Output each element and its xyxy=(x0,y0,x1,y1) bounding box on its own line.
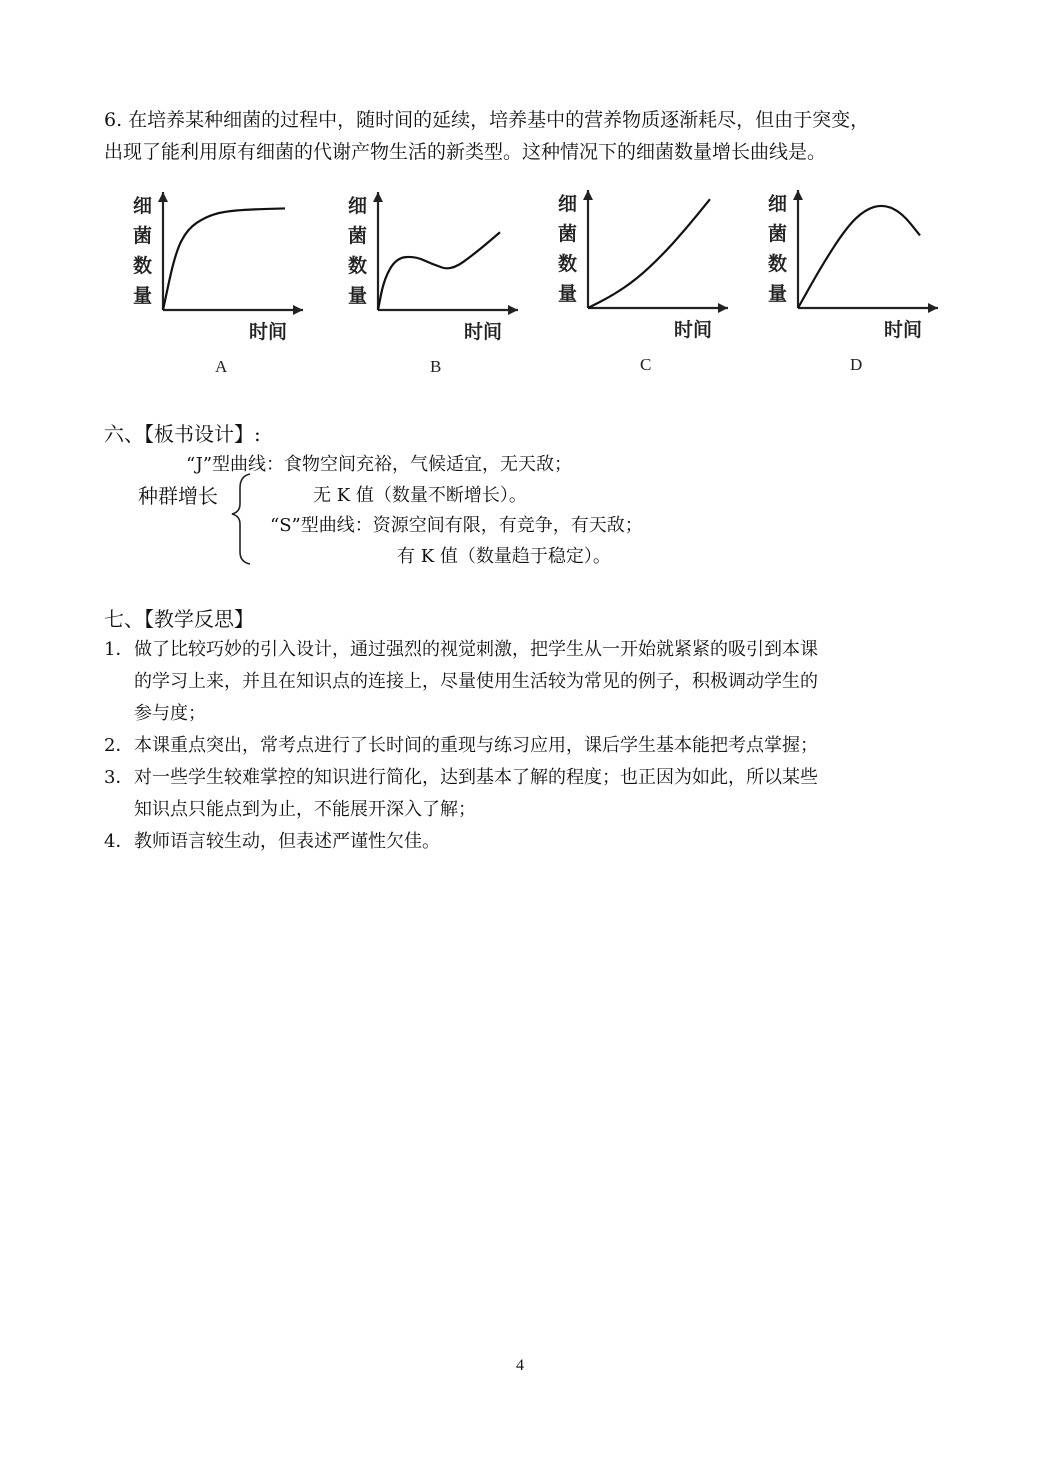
x-axis-label: 时间 xyxy=(674,319,713,341)
y-axis-label-char: 量 xyxy=(768,283,788,305)
y-axis-arrow-icon xyxy=(583,190,593,200)
series-curve xyxy=(378,232,500,310)
option-label: C xyxy=(640,355,652,374)
x-axis-label: 时间 xyxy=(464,321,503,343)
reflection-1-line-3: 参与度； xyxy=(134,703,206,724)
s-curve-line-2: 有 K 值（数量趋于稳定）。 xyxy=(397,546,611,567)
x-axis-label: 时间 xyxy=(249,321,288,343)
y-axis-arrow-icon xyxy=(158,192,168,202)
x-axis-arrow-icon xyxy=(508,305,518,315)
y-axis-label-char: 数 xyxy=(768,253,788,275)
option-label: D xyxy=(850,355,863,374)
option-label: B xyxy=(430,357,442,376)
reflection-1-line-1: 做了比较巧妙的引入设计，通过强烈的视觉刺激，把学生从一开始就紧紧的吸引到本课 xyxy=(134,639,818,660)
y-axis-label-char: 细 xyxy=(133,195,153,217)
reflection-3-line-2: 知识点只能点到为止，不能展开深入了解； xyxy=(134,799,476,820)
chart-option-b xyxy=(330,180,530,380)
reflection-1-line-2: 的学习上来，并且在知识点的连接上，尽量使用生活较为常见的例子，积极调动学生的 xyxy=(134,671,818,692)
y-axis-label-char: 细 xyxy=(768,193,788,215)
y-axis-label-char: 量 xyxy=(558,283,578,305)
y-axis-arrow-icon xyxy=(373,192,383,202)
y-axis-label-char: 数 xyxy=(348,255,368,277)
reflection-3-line-1: 对一些学生较难掌控的知识进行简化，达到基本了解的程度；也正因为如此，所以某些 xyxy=(134,767,818,788)
x-axis-arrow-icon xyxy=(718,303,728,313)
reflection-2-num: 2． xyxy=(104,735,134,756)
series-curve xyxy=(588,199,710,308)
reflection-3-num: 3． xyxy=(104,767,134,788)
brace-icon xyxy=(228,470,258,570)
y-axis-label-char: 细 xyxy=(348,195,368,217)
y-axis-label-char: 量 xyxy=(348,285,368,307)
y-axis-label-char: 菌 xyxy=(348,225,368,247)
chart-option-c xyxy=(540,178,740,378)
reflection-4-line-1: 教师语言较生动，但表述严谨性欠佳。 xyxy=(134,831,440,852)
y-axis-label-char: 菌 xyxy=(133,225,153,247)
y-axis-arrow-icon xyxy=(793,190,803,200)
series-curve xyxy=(798,206,920,308)
series-curve xyxy=(163,208,285,310)
y-axis-label-char: 数 xyxy=(133,255,153,277)
x-axis-arrow-icon xyxy=(928,303,938,313)
reflection-2-line-1: 本课重点突出，常考点进行了长时间的重现与练习应用，课后学生基本能把考点掌握； xyxy=(134,735,818,756)
y-axis-label-char: 量 xyxy=(133,285,153,307)
chart-option-a xyxy=(115,180,315,380)
section7-heading: 七、【教学反思】 xyxy=(104,607,254,631)
population-growth-label: 种群增长 xyxy=(138,484,218,508)
y-axis-label-char: 菌 xyxy=(558,223,578,245)
y-axis-label-char: 细 xyxy=(558,193,578,215)
reflection-1-num: 1． xyxy=(104,639,134,660)
s-curve-line-1: “S”型曲线：资源空间有限，有竞争，有天敌； xyxy=(270,515,643,536)
page-number: 4 xyxy=(516,1357,524,1374)
j-curve-line-2: 无 K 值（数量不断增长）。 xyxy=(313,485,527,506)
x-axis-label: 时间 xyxy=(884,319,923,341)
section6-heading: 六、【板书设计】: xyxy=(104,422,261,446)
x-axis-arrow-icon xyxy=(293,305,303,315)
y-axis-label-char: 菌 xyxy=(768,223,788,245)
y-axis-label-char: 数 xyxy=(558,253,578,275)
j-curve-line-1: “J”型曲线：食物空间充裕，气候适宜，无天敌； xyxy=(186,454,573,475)
question-line-2: 出现了能利用原有细菌的代谢产物生活的新类型。这种情况下的细菌数量增长曲线是。 xyxy=(104,141,827,163)
chart-option-d xyxy=(750,178,950,378)
option-label: A xyxy=(215,357,228,376)
reflection-4-num: 4． xyxy=(104,831,134,852)
question-line-1: 6. 在培养某种细菌的过程中，随时间的延续，培养基中的营养物质逐渐耗尽，但由于突变， xyxy=(104,109,870,131)
